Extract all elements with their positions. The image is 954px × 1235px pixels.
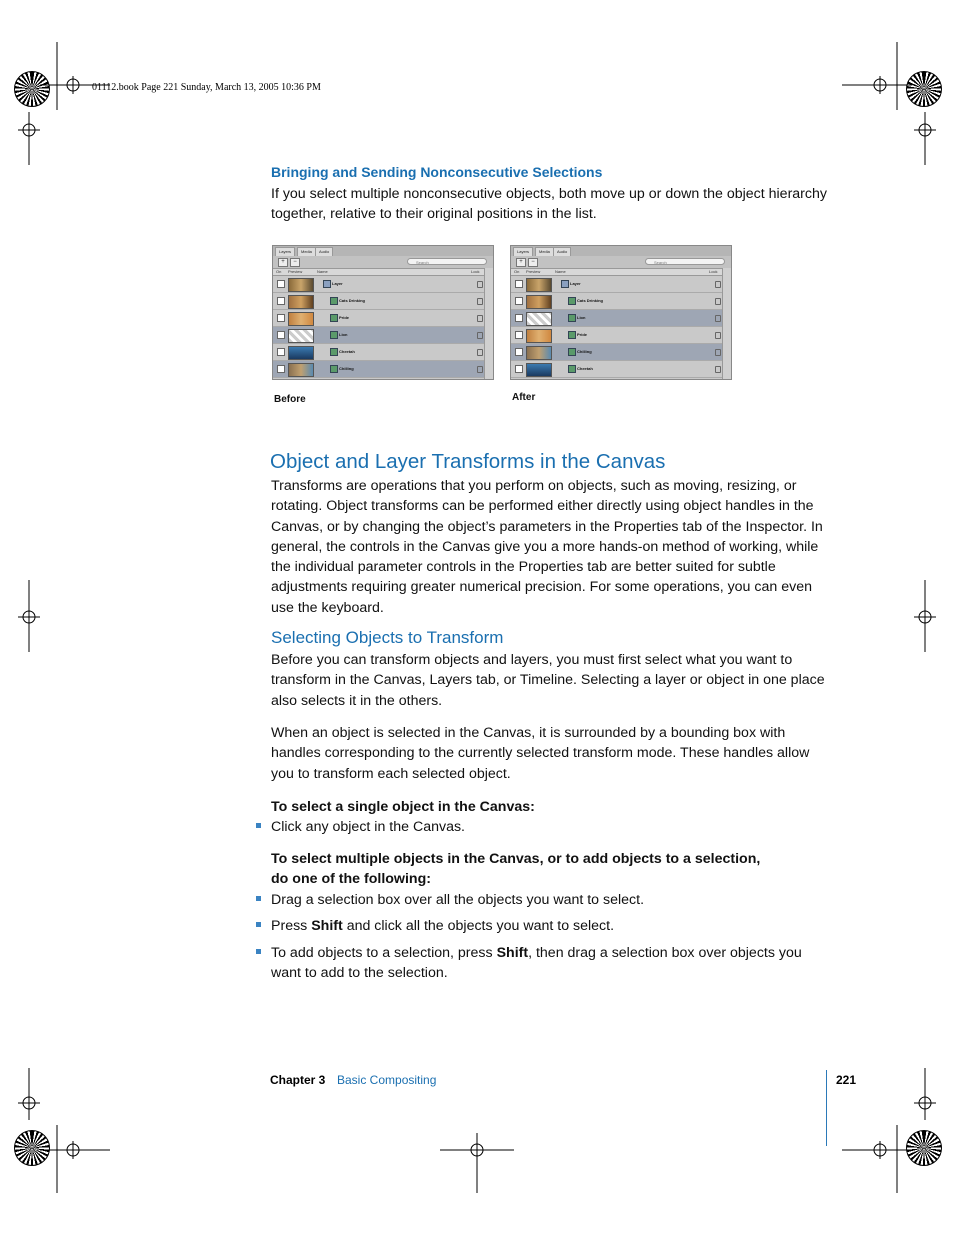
thumbnail xyxy=(288,312,314,326)
bullet-item xyxy=(271,943,827,984)
object-icon xyxy=(330,297,338,305)
lock-icon[interactable] xyxy=(715,332,721,339)
tab-layers[interactable]: Layers xyxy=(275,247,295,257)
checkbox[interactable] xyxy=(515,365,523,373)
thumbnail xyxy=(526,363,552,377)
lock-icon[interactable] xyxy=(477,332,483,339)
checkbox[interactable] xyxy=(277,348,285,356)
tab-layers[interactable]: Layers xyxy=(513,247,533,257)
thumbnail xyxy=(526,278,552,292)
column-preview: Preview xyxy=(288,269,303,274)
panel-tabs xyxy=(273,246,493,256)
list-item[interactable] xyxy=(511,293,731,310)
lock-icon[interactable] xyxy=(715,366,721,373)
layer-icon xyxy=(561,280,569,288)
column-lock: Lock xyxy=(471,269,480,274)
panel-toolbar xyxy=(511,256,731,269)
checkbox[interactable] xyxy=(277,365,285,373)
chapter-section-heading: Object and Layer Transforms in the Canvas xyxy=(270,450,666,473)
object-icon xyxy=(568,348,576,356)
task-heading: To select a single object in the Canvas: xyxy=(271,799,535,815)
footer-rule xyxy=(826,1070,827,1146)
footer-chapter: Chapter 3 xyxy=(270,1073,326,1087)
add-layer-button[interactable]: + xyxy=(278,258,288,267)
tab-media[interactable]: Media xyxy=(535,247,554,257)
layer-name: Chilling xyxy=(339,366,354,371)
object-icon xyxy=(568,297,576,305)
lock-icon[interactable] xyxy=(477,315,483,322)
layer-icon xyxy=(323,280,331,288)
body-paragraph: If you select multiple nonconsecutive objects, both move up or down the object hierarchy together, relative to their original positions in the list. xyxy=(271,186,827,223)
list-item[interactable] xyxy=(511,276,731,293)
section-heading: Bringing and Sending Nonconsecutive Selections xyxy=(271,164,603,180)
thumbnail xyxy=(526,346,552,360)
bullet-item: Click any object in the Canvas. xyxy=(271,817,827,837)
column-header xyxy=(511,269,731,276)
bullet-item xyxy=(271,916,827,936)
column-preview: Preview xyxy=(526,269,541,274)
lock-icon[interactable] xyxy=(715,315,721,322)
bullet-text: , then drag a selection box over objects you want to add to the selection. xyxy=(271,945,802,982)
layer-name: Lion xyxy=(577,315,586,320)
list-item[interactable] xyxy=(511,361,731,378)
thumbnail xyxy=(526,295,552,309)
key-name: Shift xyxy=(496,945,529,961)
bullet-text: To add objects to a selection, press xyxy=(271,945,497,961)
checkbox[interactable] xyxy=(277,280,285,288)
checkbox[interactable] xyxy=(515,280,523,288)
column-name: Name xyxy=(555,269,566,274)
layer-name: Cats Drinking xyxy=(339,298,366,303)
checkbox[interactable] xyxy=(277,314,285,322)
column-header xyxy=(273,269,493,276)
layers-panel-before xyxy=(272,245,494,380)
checkbox[interactable] xyxy=(515,348,523,356)
column-name: Name xyxy=(317,269,328,274)
thumbnail xyxy=(288,329,314,343)
add-layer-button[interactable]: + xyxy=(516,258,526,267)
panel-tabs xyxy=(511,246,731,256)
object-icon xyxy=(568,314,576,322)
search-input[interactable]: Search xyxy=(645,258,725,265)
layer-name: Cheetah xyxy=(577,366,593,371)
list-item-selected[interactable] xyxy=(273,361,493,378)
object-icon xyxy=(330,314,338,322)
body-paragraph: When an object is selected in the Canvas, it is surrounded by a bounding box with handles corresponding to the currently selected transform mode. These handles allow you to transform each selected object. xyxy=(271,725,810,782)
key-name: Shift xyxy=(311,918,343,934)
print-slug: 01112.book Page 221 Sunday, March 13, 2005 10:36 PM xyxy=(92,82,321,93)
list-item[interactable] xyxy=(273,293,493,310)
remove-layer-button[interactable]: − xyxy=(528,258,538,267)
object-icon xyxy=(568,331,576,339)
thumbnail xyxy=(288,278,314,292)
object-icon xyxy=(330,365,338,373)
list-item[interactable] xyxy=(273,276,493,293)
tab-audio[interactable]: Audio xyxy=(553,247,571,257)
column-lock: Lock xyxy=(709,269,718,274)
thumbnail xyxy=(288,295,314,309)
bullet-text: and click all the objects you want to select. xyxy=(342,918,615,934)
body-paragraph: Before you can transform objects and layers, you must first select what you want to transform in the Canvas, Layers tab, or Timeline. Selecting a layer or object in one place also selects it in the others. xyxy=(271,652,825,709)
figure-caption-after: After xyxy=(512,392,536,403)
lock-icon[interactable] xyxy=(477,298,483,305)
layer-name: Lion xyxy=(339,332,348,337)
checkbox[interactable] xyxy=(515,297,523,305)
lock-icon[interactable] xyxy=(477,349,483,356)
lock-icon[interactable] xyxy=(715,281,721,288)
tab-media[interactable]: Media xyxy=(297,247,316,257)
list-item[interactable] xyxy=(273,310,493,327)
checkbox[interactable] xyxy=(277,297,285,305)
thumbnail xyxy=(288,363,314,377)
layer-name: Layer xyxy=(332,281,343,286)
checkbox[interactable] xyxy=(277,331,285,339)
layer-name: Layer xyxy=(570,281,581,286)
layer-name: Chilling xyxy=(577,349,592,354)
page-number: 221 xyxy=(836,1073,857,1087)
figure-caption-before: Before xyxy=(274,394,306,405)
remove-layer-button[interactable]: − xyxy=(290,258,300,267)
layer-name: Pride xyxy=(577,332,588,337)
list-item[interactable] xyxy=(511,327,731,344)
subsection-heading: Selecting Objects to Transform xyxy=(271,628,504,647)
layer-name: Cheetah xyxy=(339,349,355,354)
column-on: On xyxy=(276,269,282,274)
checkbox[interactable] xyxy=(515,314,523,322)
body-paragraph: Transforms are operations that you perform on objects, such as moving, resizing, or rotating. Object transforms can be performed either directly using object handles in the Canvas, or by changing the object’s parameters in the Properties tab of the Inspector. In general, the controls in the Canvas give you a more hands-on method of working, while the individual parameter controls in the Properties tab are better suited for subtle adjustments requiring greater numerical precision. For some operations, you can even use the keyboard. xyxy=(271,478,823,616)
tab-audio[interactable]: Audio xyxy=(315,247,333,257)
layer-name: Pride xyxy=(339,315,350,320)
list-item-selected[interactable] xyxy=(511,310,731,327)
lock-icon[interactable] xyxy=(477,366,483,373)
object-icon xyxy=(568,365,576,373)
thumbnail xyxy=(526,329,552,343)
scrollbar[interactable] xyxy=(722,268,731,379)
thumbnail xyxy=(526,312,552,326)
list-item-selected[interactable] xyxy=(511,344,731,361)
lock-icon[interactable] xyxy=(477,281,483,288)
lock-icon[interactable] xyxy=(715,298,721,305)
lock-icon[interactable] xyxy=(715,349,721,356)
object-icon xyxy=(330,331,338,339)
scrollbar[interactable] xyxy=(484,268,493,379)
layers-panel-after xyxy=(510,245,732,380)
bullet-item: Drag a selection box over all the objects you want to select. xyxy=(271,890,827,910)
search-input[interactable]: Search xyxy=(407,258,487,265)
bullet-text: Press xyxy=(271,918,312,934)
thumbnail xyxy=(288,346,314,360)
checkbox[interactable] xyxy=(515,331,523,339)
list-item[interactable] xyxy=(273,344,493,361)
task-heading: To select multiple objects in the Canvas, or to add objects to a selection, do one of the following: xyxy=(271,851,761,888)
panel-toolbar xyxy=(273,256,493,269)
object-icon xyxy=(330,348,338,356)
column-on: On xyxy=(514,269,520,274)
footer-chapter-title: Basic Compositing xyxy=(337,1073,437,1087)
layer-name: Cats Drinking xyxy=(577,298,604,303)
list-item-selected[interactable] xyxy=(273,327,493,344)
